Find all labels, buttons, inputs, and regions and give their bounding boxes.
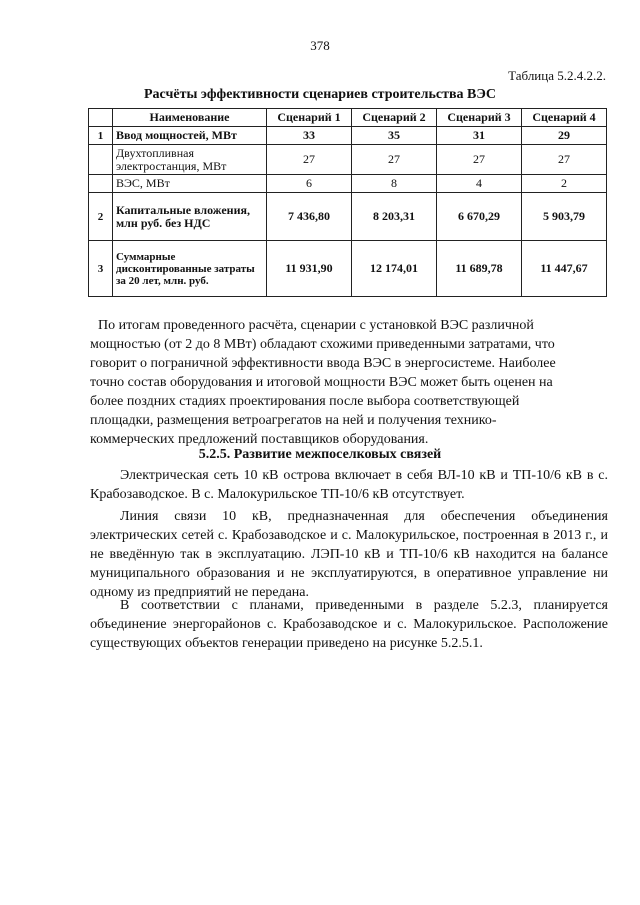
header-index <box>89 109 113 127</box>
cell-value: 12 174,01 <box>352 241 437 297</box>
row-index <box>89 175 113 193</box>
body-paragraph: Электрическая сеть 10 кВ острова включает в себя ВЛ-10 кВ и ТП-10/6 кВ в с. Крабозаводское. В с. Малокурильское ТП-10/6 кВ отсутствует. <box>90 468 608 502</box>
table-header-row <box>89 109 607 127</box>
table-row <box>89 145 607 175</box>
header-scenario-3: Сценарий 3 <box>437 109 522 127</box>
conclusion-paragraph <box>90 316 608 449</box>
cell-value: 8 203,31 <box>352 193 437 241</box>
table-row <box>89 175 607 193</box>
header-scenario-1: Сценарий 1 <box>267 109 352 127</box>
header-name: Наименование <box>113 109 267 127</box>
paragraph-line: коммерческих предложений поставщиков оборудования. <box>90 432 429 447</box>
paragraph-line: точно состав оборудования и итоговой мощности ВЭС может быть оценен на <box>90 375 553 390</box>
row-index <box>89 145 113 175</box>
paragraph-line: площадки, размещения ветроагрегатов на ней и получения технико- <box>90 413 497 428</box>
row-name: Двухтопливная электростанция, МВт <box>113 145 267 175</box>
table-label: Таблица 5.2.4.2.2. <box>508 68 606 83</box>
table-row <box>89 241 607 297</box>
scenarios-table <box>88 108 607 297</box>
table-row <box>89 193 607 241</box>
cell-value: 27 <box>522 145 607 175</box>
cell-value: 5 903,79 <box>522 193 607 241</box>
row-name: ВЭС, МВт <box>113 175 267 193</box>
header-scenario-4: Сценарий 4 <box>522 109 607 127</box>
cell-value: 2 <box>522 175 607 193</box>
cell-value: 7 436,80 <box>267 193 352 241</box>
table-title: Расчёты эффективности сценариев строительства ВЭС <box>144 87 496 102</box>
body-paragraph: Линия связи 10 кВ, предназначенная для обеспечения объединения электрических сетей с. Крабозаводское и с. Малокурильское, построенная в 2013 г., и не введённую так в эксплуатацию. ЛЭП-10 кВ и ТП-10/6 кВ находится на балансе муниципального образования и не эксплуатируются, в оперативное управление ни одному из предприятий не передана. <box>90 509 608 600</box>
paragraph-line: более поздних стадиях проектирования после выбора соответствующей <box>90 394 520 409</box>
page-number: 378 <box>310 38 330 53</box>
cell-value: 11 931,90 <box>267 241 352 297</box>
row-index: 1 <box>89 127 113 145</box>
cell-value: 11 689,78 <box>437 241 522 297</box>
row-index: 2 <box>89 193 113 241</box>
cell-value: 11 447,67 <box>522 241 607 297</box>
header-scenario-2: Сценарий 2 <box>352 109 437 127</box>
cell-value: 31 <box>437 127 522 145</box>
cell-value: 8 <box>352 175 437 193</box>
row-name: Суммарные дисконтированные затраты за 20 лет, млн. руб. <box>113 241 267 297</box>
row-index: 3 <box>89 241 113 297</box>
table-row <box>89 127 607 145</box>
paragraph-line: мощностью (от 2 до 8 МВт) обладают схожими приведенными затратами, что <box>90 337 555 352</box>
cell-value: 27 <box>437 145 522 175</box>
paragraph-line: По итогам проведенного расчёта, сценарии с установкой ВЭС различной <box>98 318 534 333</box>
section-heading: 5.2.5. Развитие межпоселковых связей <box>198 447 442 462</box>
cell-value: 6 <box>267 175 352 193</box>
cell-value: 29 <box>522 127 607 145</box>
row-name: Ввод мощностей, МВт <box>113 127 267 145</box>
cell-value: 27 <box>352 145 437 175</box>
cell-value: 4 <box>437 175 522 193</box>
cell-value: 33 <box>267 127 352 145</box>
paragraph-line: говорит о пограничной эффективности ввода ВЭС в энергосистеме. Наиболее <box>90 356 556 371</box>
cell-value: 35 <box>352 127 437 145</box>
body-paragraph: В соответствии с планами, приведенными в разделе 5.2.3, планируется объединение энергорайонов с. Крабозаводское и с. Малокурильское. Расположение существующих объектов генерации приведено на рисунке 5.2.5.1. <box>90 598 608 651</box>
cell-value: 6 670,29 <box>437 193 522 241</box>
row-name: Капитальные вложения, млн руб. без НДС <box>113 193 267 241</box>
cell-value: 27 <box>267 145 352 175</box>
